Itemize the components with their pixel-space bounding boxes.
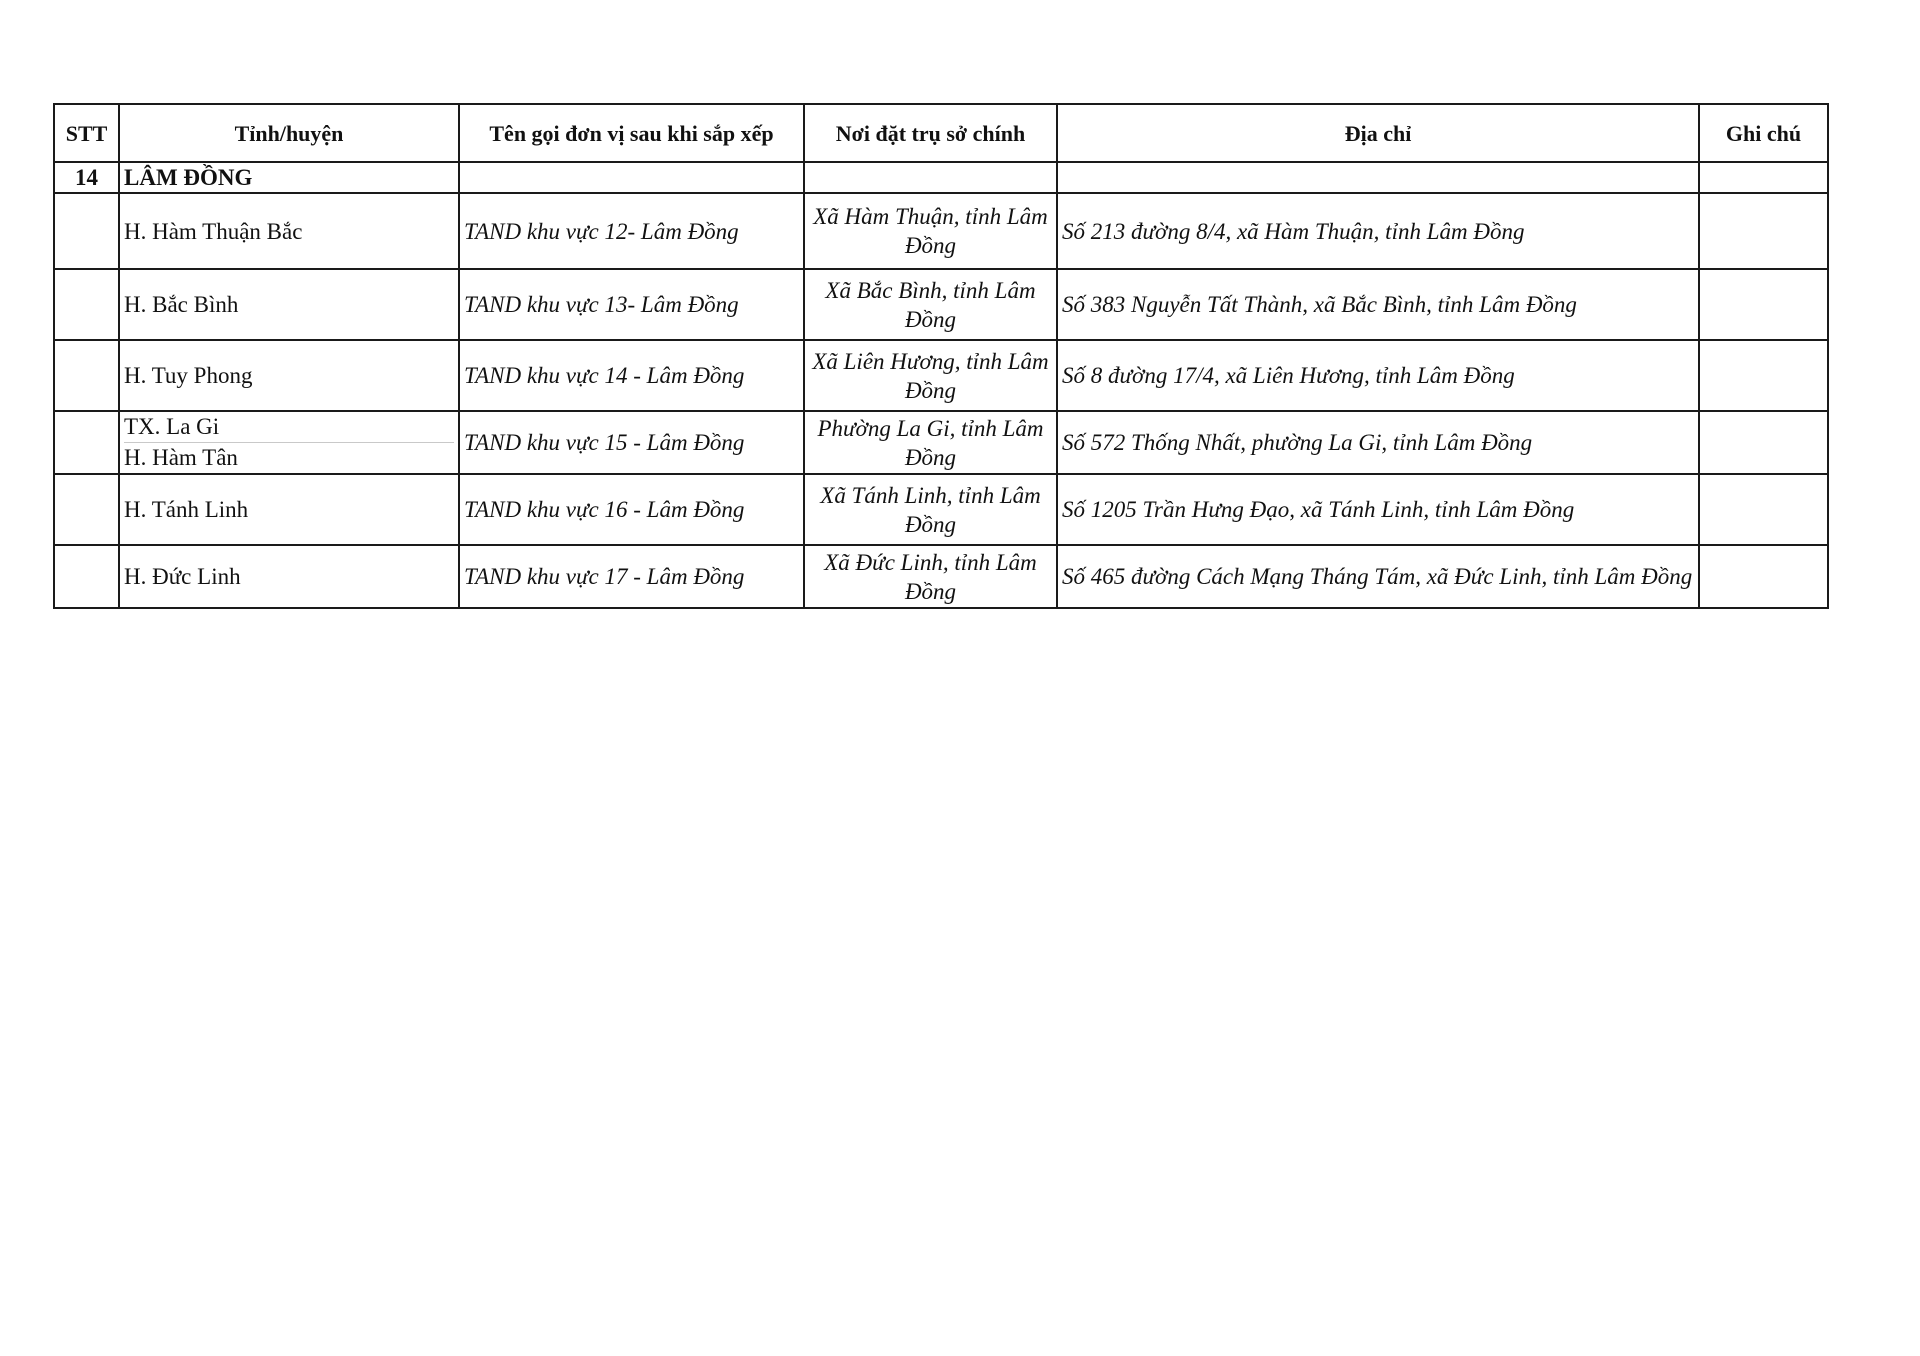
stt-cell bbox=[54, 411, 119, 474]
seat-cell: Xã Liên Hương, tỉnh Lâm Đồng bbox=[804, 340, 1057, 411]
empty-cell bbox=[1057, 162, 1699, 193]
address-cell: Số 465 đường Cách Mạng Tháng Tám, xã Đức Linh, tỉnh Lâm Đồng bbox=[1057, 545, 1699, 608]
seat-cell: Xã Đức Linh, tỉnh Lâm Đồng bbox=[804, 545, 1057, 608]
note-cell bbox=[1699, 193, 1828, 269]
court-units-table bbox=[53, 103, 1829, 609]
district-cell: H. Tánh Linh bbox=[119, 474, 459, 545]
unit-name-cell: TAND khu vực 16 - Lâm Đồng bbox=[459, 474, 804, 545]
address-cell: Số 383 Nguyễn Tất Thành, xã Bắc Bình, tỉnh Lâm Đồng bbox=[1057, 269, 1699, 340]
header-unit-name: Tên gọi đơn vị sau khi sắp xếp bbox=[459, 104, 804, 162]
table-row bbox=[54, 545, 1828, 608]
district-cell: H. Bắc Bình bbox=[119, 269, 459, 340]
seat-cell: Xã Tánh Linh, tỉnh Lâm Đồng bbox=[804, 474, 1057, 545]
unit-name-cell: TAND khu vực 14 - Lâm Đồng bbox=[459, 340, 804, 411]
unit-name-cell: TAND khu vực 12- Lâm Đồng bbox=[459, 193, 804, 269]
address-cell: Số 8 đường 17/4, xã Liên Hương, tỉnh Lâm Đồng bbox=[1057, 340, 1699, 411]
table-row bbox=[54, 474, 1828, 545]
address-cell: Số 572 Thống Nhất, phường La Gi, tỉnh Lâm Đồng bbox=[1057, 411, 1699, 474]
header-stt: STT bbox=[54, 104, 119, 162]
district-cell bbox=[119, 411, 459, 474]
district-line: H. Hàm Tân bbox=[124, 442, 454, 473]
stt-cell bbox=[54, 545, 119, 608]
empty-cell bbox=[459, 162, 804, 193]
header-seat: Nơi đặt trụ sở chính bbox=[804, 104, 1057, 162]
table-row bbox=[54, 411, 1828, 474]
table-row bbox=[54, 340, 1828, 411]
note-cell bbox=[1699, 340, 1828, 411]
note-cell bbox=[1699, 411, 1828, 474]
stt-cell bbox=[54, 269, 119, 340]
unit-name-cell: TAND khu vực 13- Lâm Đồng bbox=[459, 269, 804, 340]
stt-cell bbox=[54, 193, 119, 269]
seat-cell: Xã Hàm Thuận, tỉnh Lâm Đồng bbox=[804, 193, 1057, 269]
note-cell bbox=[1699, 545, 1828, 608]
note-cell bbox=[1699, 474, 1828, 545]
header-province: Tỉnh/huyện bbox=[119, 104, 459, 162]
district-cell: H. Đức Linh bbox=[119, 545, 459, 608]
empty-cell bbox=[804, 162, 1057, 193]
unit-name-cell: TAND khu vực 17 - Lâm Đồng bbox=[459, 545, 804, 608]
header-note: Ghi chú bbox=[1699, 104, 1828, 162]
table-header-row bbox=[54, 104, 1828, 162]
unit-name-cell: TAND khu vực 15 - Lâm Đồng bbox=[459, 411, 804, 474]
province-row bbox=[54, 162, 1828, 193]
header-address: Địa chỉ bbox=[1057, 104, 1699, 162]
stt-cell bbox=[54, 474, 119, 545]
address-cell: Số 213 đường 8/4, xã Hàm Thuận, tỉnh Lâm Đồng bbox=[1057, 193, 1699, 269]
seat-cell: Xã Bắc Bình, tỉnh Lâm Đồng bbox=[804, 269, 1057, 340]
district-line: TX. La Gi bbox=[124, 414, 220, 439]
empty-cell bbox=[1699, 162, 1828, 193]
district-cell: H. Tuy Phong bbox=[119, 340, 459, 411]
province-stt: 14 bbox=[54, 162, 119, 193]
address-cell: Số 1205 Trần Hưng Đạo, xã Tánh Linh, tỉnh Lâm Đồng bbox=[1057, 474, 1699, 545]
table-row bbox=[54, 193, 1828, 269]
stt-cell bbox=[54, 340, 119, 411]
table-row bbox=[54, 269, 1828, 340]
seat-cell: Phường La Gi, tỉnh Lâm Đồng bbox=[804, 411, 1057, 474]
note-cell bbox=[1699, 269, 1828, 340]
district-cell: H. Hàm Thuận Bắc bbox=[119, 193, 459, 269]
province-name: LÂM ĐỒNG bbox=[119, 162, 459, 193]
